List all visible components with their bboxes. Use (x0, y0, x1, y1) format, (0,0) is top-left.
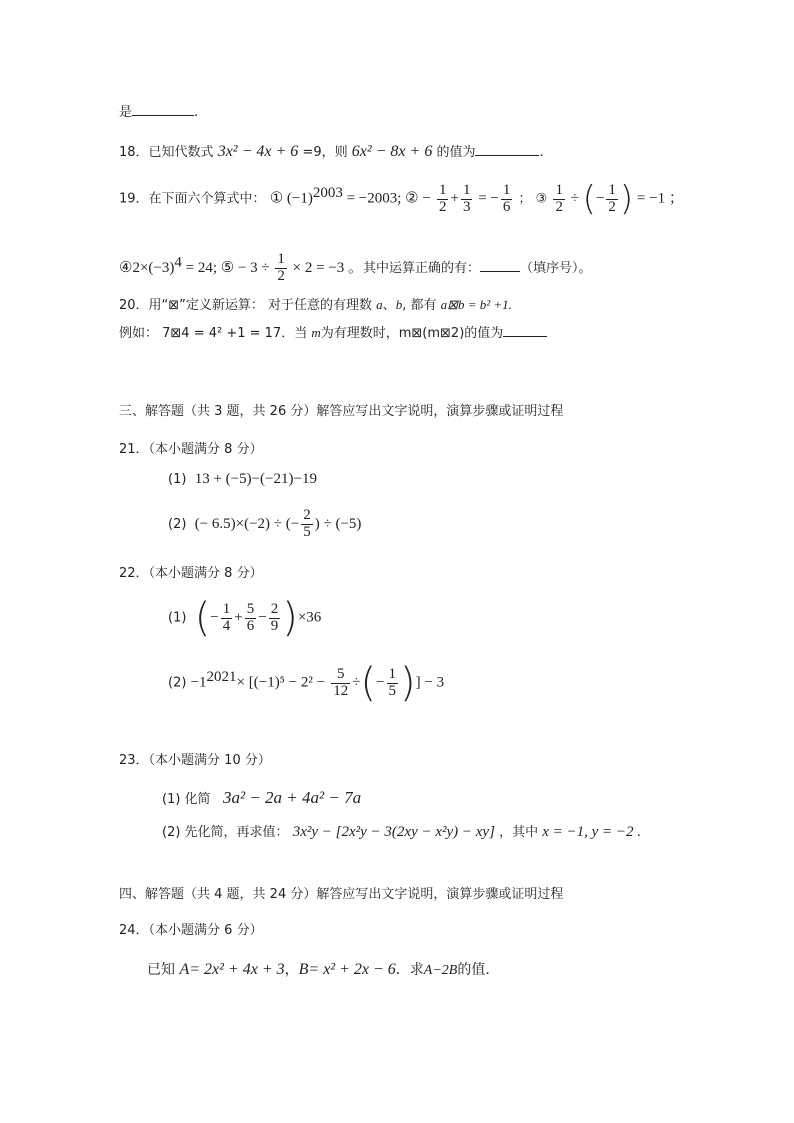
q24-text-a: 已知 (147, 962, 180, 978)
q23-p1-label: (1) 化简 (162, 792, 211, 807)
q19-item3-tail: = −1 ； (633, 190, 684, 207)
q19-div: ÷ (566, 190, 583, 207)
q19-question: 其中运算正确的有： (363, 260, 481, 276)
fraction: $\frac{1}{2}$ (555, 181, 563, 215)
fraction: $\frac{2}{9}$ (270, 600, 279, 634)
question-18 (119, 144, 544, 160)
q19-lead: 19．在下面六个算式中： (119, 191, 266, 207)
q24-expr-b: B= x² + 2x − 6 (298, 961, 396, 978)
fraction: $\frac{1}{6}$ (502, 181, 511, 215)
q20-sep: 、 (382, 298, 396, 313)
q19-item1-rest: = −2003; ② − (342, 190, 431, 207)
q21-part2 (168, 508, 361, 541)
continued-prefix: 是 (119, 105, 133, 120)
q21-p2-expr-a: (− 6.5)×(−2) ÷ (− (194, 515, 300, 532)
q22-part2: $(2) -1^{2021}\times [(-1)^5 - 2^2$ − $\frac{5}{12}$ ÷(− $\frac{1}{5}$ )] − 3 (168, 660, 445, 706)
q23-title: 23．（本小题满分 10 分） (119, 753, 271, 768)
q24-sep: ， (284, 962, 299, 978)
q18-end: . (539, 145, 544, 160)
q22-p2-div: ÷ (352, 674, 361, 691)
q23-p2-mid: ，其中 (499, 825, 539, 840)
q20-definition: a⊠b = b² +1. (440, 297, 512, 312)
fraction: $\frac{5}{6}$ (246, 600, 255, 634)
part-label: (2) (168, 675, 187, 691)
q24-target: A−2B (423, 963, 458, 978)
q22-p1-tail: ×36 (297, 609, 322, 626)
q21-p2-expr-b: ) ÷ (−5) (314, 515, 362, 532)
q23-p1-expr: 3a² − 2a + 4a² − 7a (222, 788, 362, 807)
answer-blank[interactable] (132, 115, 194, 116)
q23-p2-cond: x = −1, y = −2 . (542, 824, 642, 840)
q18-expr1: 3x² − 4x + 6 (217, 143, 299, 160)
section-4-heading: 四、解答题（共 4 题，共 24 分）解答应写出文字说明，演算步骤或证明过程 (119, 887, 564, 902)
fraction: $\frac{5}{12}$ (333, 665, 349, 699)
q19-item4: ④2×(−3) (119, 259, 175, 276)
q18-lead: 18．已知代数式 (119, 145, 214, 160)
part-label: (1) (168, 610, 187, 626)
q19-item2-tail: = − (474, 190, 499, 207)
q24-text-b: ．求 (395, 962, 424, 978)
question-19-line1: 19．在下面六个算式中： ① $(-1)^{2003} = -2003$; ② − $\frac{1}{2}$ + $\frac{1}{3}$ = − $\frac{1}{6}$ ； ③ $\frac{1}{2}$ ÷ (− $\frac{1}{2}$ ) = −1 ； (119, 179, 684, 219)
part-label: (1) (168, 472, 187, 487)
q22-title: 22．（本小题满分 8 分） (119, 566, 263, 581)
answer-blank[interactable] (480, 271, 520, 272)
q20-var-m: m (311, 325, 321, 340)
q21-title: 21．（本小题满分 8 分） (119, 442, 263, 457)
continued-line (119, 106, 198, 119)
q19-sep3: ； ③ (518, 191, 552, 207)
q24-title: 24．（本小题满分 6 分） (119, 923, 263, 938)
q23-part2 (162, 825, 641, 840)
q20-text: 20．用“⊠”定义新运算： 对于任意的有理数 (119, 298, 377, 313)
q22-part1: (1) (− $\frac{1}{4}$ + $\frac{5}{6}$ − $\frac{2}{9}$ )×36 (168, 595, 322, 641)
q20-question: 为有理数时，m⊠(m⊠2)的值为 (320, 326, 504, 341)
question-19-line2 (119, 252, 592, 285)
q22-p2-tail: ] − 3 (415, 674, 445, 691)
q19-hint: （填序号）。 (520, 260, 592, 276)
fraction: $\frac{1}{5}$ (388, 665, 397, 699)
q18-tail: 的值为 (436, 145, 476, 160)
fraction: $\frac{1}{2}$ (277, 251, 285, 284)
q24-body (147, 962, 490, 978)
section-3-heading: 三、解答题（共 3 题，共 26 分）解答应写出文字说明，演算步骤或证明过程 (119, 404, 564, 419)
q20-example: 例如： 7⊠4 = 4² +1 = 17．当 (119, 326, 312, 341)
fraction: $\frac{2}{5}$ (303, 507, 311, 540)
part-label: (2) (168, 516, 187, 532)
fraction: $\frac{1}{2}$ (438, 181, 447, 215)
q19-item1: ① (−1) (269, 190, 313, 207)
q19-item4-exp: 4 (174, 254, 182, 271)
question-20-line1 (119, 298, 512, 312)
q24-text-c: 的值. (457, 962, 490, 978)
question-20-line2 (119, 326, 547, 340)
q21-part1 (168, 472, 317, 487)
fraction: $\frac{1}{2}$ (608, 181, 616, 215)
q22-p2-a: −1 (190, 674, 207, 691)
continued-suffix: . (194, 105, 199, 120)
q19-item1-exp: 2003 (312, 185, 343, 202)
q18-mid: =9，则 (302, 145, 348, 160)
q24-expr-a: A= 2x² + 4x + 3 (179, 961, 285, 978)
answer-blank[interactable] (475, 155, 539, 156)
q20-var-b: b (395, 297, 403, 312)
q23-part1 (162, 789, 361, 806)
answer-blank[interactable] (503, 336, 547, 337)
q20-var-a: a (376, 297, 383, 312)
q22-p2-exp: 2021 (206, 669, 237, 686)
fraction: $\frac{1}{3}$ (462, 181, 471, 215)
q23-p2-label: (2) 先化简，再求值： (162, 825, 289, 840)
fraction: $\frac{1}{4}$ (222, 600, 231, 634)
q19-item5-tail: × 2 = −3 。 (288, 259, 364, 276)
q23-p2-expr: 3x²y − [2x²y − 3(2xy − x²y) − xy] (292, 824, 495, 840)
q18-expr2: 6x² − 8x + 6 (351, 143, 433, 160)
q20-text2: , 都有 (402, 298, 441, 313)
q22-p2-b: × [(−1)⁵ − 2² − (236, 674, 326, 691)
q21-p1-expr: 13 + (−5)−(−21)−19 (194, 471, 317, 487)
q19-item4-rest: = 24; ⑤ − 3 ÷ (181, 259, 274, 276)
